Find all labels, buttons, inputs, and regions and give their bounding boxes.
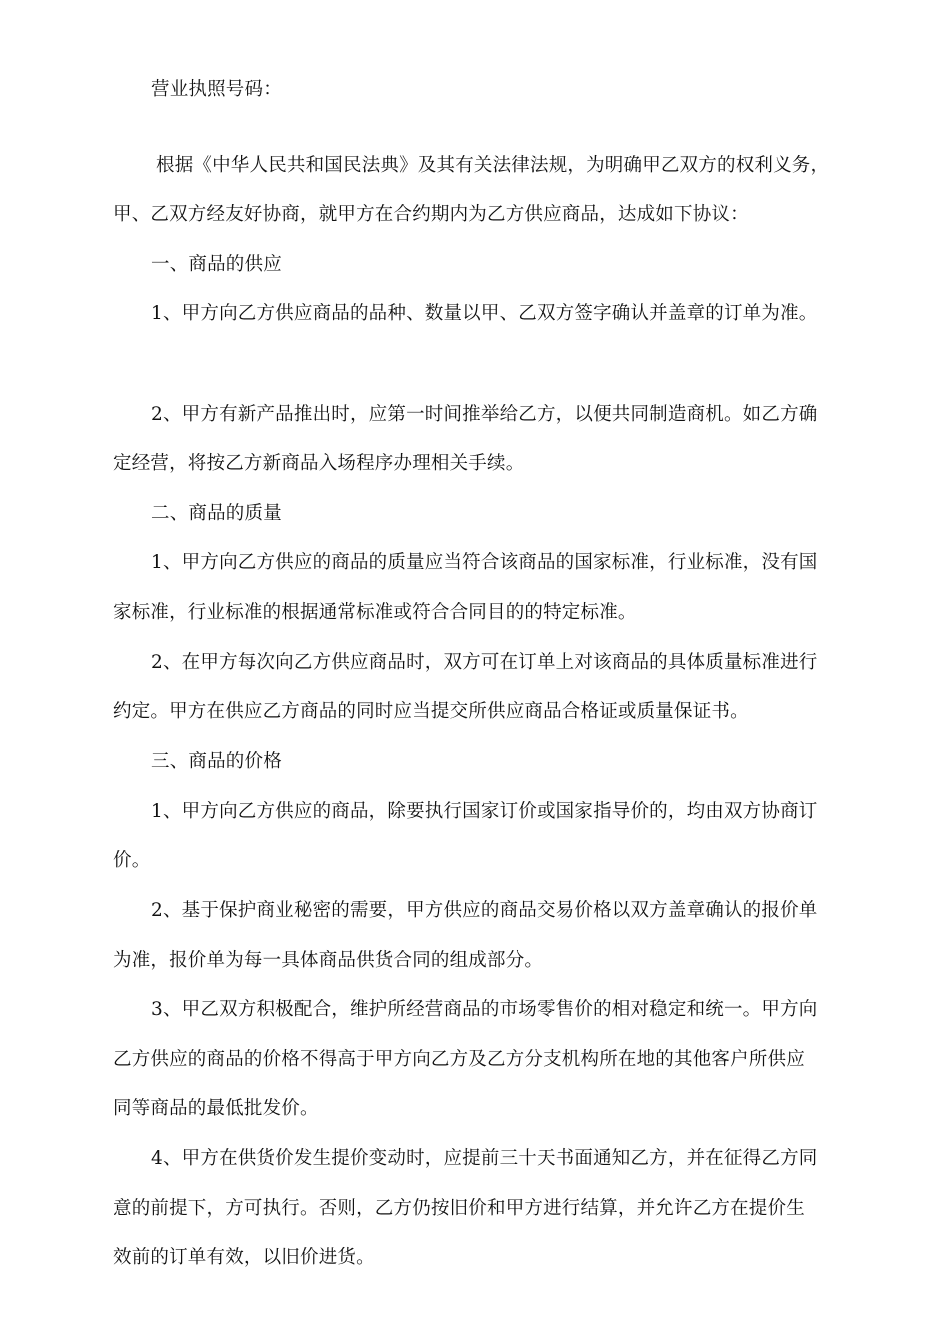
section-1-item-1: 1、甲方向乙方供应商品的品种、数量以甲、乙双方签字确认并盖章的订单为准。: [151, 303, 818, 324]
section-2-heading: 二、商品的质量: [151, 503, 282, 524]
section-1-item-2-line-2: 定经营，将按乙方新商品入场程序办理相关手续。: [113, 453, 525, 474]
section-1-heading: 一、商品的供应: [151, 254, 282, 275]
section-3-item-3-line-1: 3、甲乙双方积极配合，维护所经营商品的市场零售价的相对稳定和统一。甲方向: [151, 999, 818, 1020]
section-2-item-1-line-2: 家标准，行业标准的根据通常标准或符合合同目的的特定标准。: [113, 602, 637, 623]
license-number-label: 营业执照号码：: [151, 79, 282, 100]
section-3-item-3-line-3: 同等商品的最低批发价。: [113, 1098, 319, 1119]
section-1-item-2-line-1: 2、甲方有新产品推出时，应第一时间推举给乙方，以便共同制造商机。如乙方确: [151, 404, 818, 425]
section-2-item-1-line-1: 1、甲方向乙方供应的商品的质量应当符合该商品的国家标准，行业标准，没有国: [151, 552, 818, 573]
section-3-item-3-line-2: 乙方供应的商品的价格不得高于甲方向乙方及乙方分支机构所在地的其他客户所供应: [113, 1049, 805, 1070]
section-3-heading: 三、商品的价格: [151, 751, 282, 772]
section-3-item-1-line-1: 1、甲方向乙方供应的商品，除要执行国家订价或国家指导价的，均由双方协商订: [151, 801, 818, 822]
section-3-item-1-line-2: 价。: [113, 850, 151, 871]
intro-line-2: 甲、乙双方经友好协商，就甲方在合约期内为乙方供应商品，达成如下协议：: [113, 204, 749, 225]
section-3-item-2-line-2: 为准，报价单为每一具体商品供货合同的组成部分。: [113, 950, 544, 971]
section-2-item-2-line-2: 约定。甲方在供应乙方商品的同时应当提交所供应商品合格证或质量保证书。: [113, 701, 749, 722]
intro-line-1: 根据《中华人民共和国民法典》及其有关法律法规，为明确甲乙双方的权利义务，: [156, 155, 830, 176]
section-3-item-4-line-3: 效前的订单有效，以旧价进货。: [113, 1247, 375, 1268]
section-2-item-2-line-1: 2、在甲方每次向乙方供应商品时，双方可在订单上对该商品的具体质量标准进行: [151, 652, 818, 673]
section-3-item-4-line-1: 4、甲方在供货价发生提价变动时，应提前三十天书面通知乙方，并在征得乙方同: [151, 1148, 818, 1169]
section-3-item-2-line-1: 2、基于保护商业秘密的需要，甲方供应的商品交易价格以双方盖章确认的报价单: [151, 900, 818, 921]
section-3-item-4-line-2: 意的前提下，方可执行。否则，乙方仍按旧价和甲方进行结算，并允许乙方在提价生: [113, 1198, 805, 1219]
